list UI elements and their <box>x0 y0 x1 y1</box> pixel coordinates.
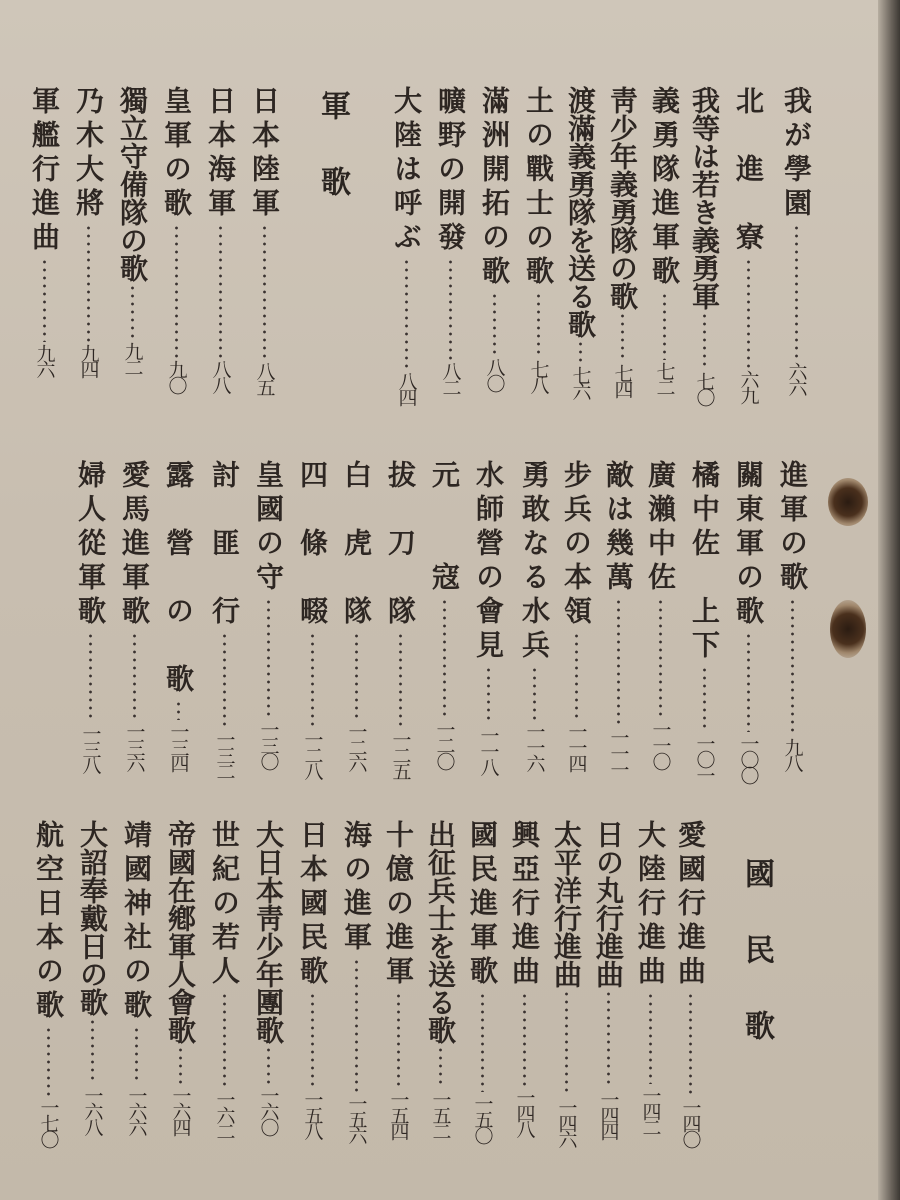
toc-entry[interactable] <box>162 460 195 770</box>
entry-title: 步兵の本領 <box>560 460 593 630</box>
toc-block-top <box>0 86 878 406</box>
toc-entry[interactable] <box>74 460 107 772</box>
entry-page-number: 八八 <box>209 360 232 392</box>
toc-entry[interactable] <box>508 820 541 1136</box>
entry-title: 國民進軍歌 <box>466 820 499 990</box>
entry-page-number: 一四四 <box>597 1090 620 1138</box>
dot-leader <box>791 598 794 736</box>
entry-page-number: 一二五 <box>389 730 412 778</box>
entry-page-number: 一三八 <box>79 724 102 772</box>
entry-page-number: 一五〇 <box>471 1094 494 1142</box>
dot-leader <box>397 992 400 1088</box>
dot-leader <box>405 258 408 370</box>
entry-page-number: 一四二 <box>639 1086 662 1134</box>
entry-title: 海の進軍 <box>340 820 373 956</box>
dot-leader <box>487 666 490 724</box>
entry-page-number: 七二 <box>653 362 676 394</box>
toc-entry[interactable] <box>560 460 593 770</box>
entry-title: 太平洋行進曲 <box>550 820 583 988</box>
entry-title: 靖國神社の歌 <box>120 820 153 1024</box>
entry-title: 水師營の會見 <box>472 460 505 664</box>
toc-entry[interactable] <box>550 820 583 1146</box>
entry-title: 勇敢なる水兵 <box>518 460 551 664</box>
entry-title: 靑少年義勇隊の歌 <box>606 86 639 310</box>
entry-page-number: 一二〇 <box>433 720 456 768</box>
toc-entry[interactable] <box>208 460 241 778</box>
dot-leader <box>481 992 484 1092</box>
entry-page-number: 九二 <box>121 342 144 374</box>
toc-entry[interactable] <box>252 820 285 1134</box>
dot-leader <box>223 992 226 1088</box>
section-heading-kokuminka: 國民歌 <box>739 858 774 1086</box>
entry-page-number: 一一六 <box>523 722 546 770</box>
entry-title: 關東軍の歌 <box>732 460 765 630</box>
toc-entry[interactable] <box>478 86 511 390</box>
toc-entry[interactable] <box>644 460 677 768</box>
dot-leader <box>131 284 134 340</box>
entry-page-number: 一一四 <box>565 722 588 770</box>
entry-title: 世紀の若人 <box>208 820 241 990</box>
entry-title: 大陸は呼ぶ <box>390 86 423 256</box>
toc-entry[interactable] <box>390 86 423 404</box>
entry-page-number: 一二六 <box>345 722 368 770</box>
entry-page-number: 九六 <box>33 344 56 376</box>
entry-title: 帝國在鄕軍人會歌 <box>164 820 197 1044</box>
dot-leader <box>223 632 226 728</box>
toc-entry[interactable] <box>296 460 329 778</box>
toc-entry[interactable] <box>634 820 667 1134</box>
section-heading-gunka: 軍歌 <box>315 90 350 242</box>
dot-leader <box>747 258 750 368</box>
toc-block-middle <box>0 460 878 780</box>
toc-entry[interactable] <box>424 820 457 1138</box>
dot-leader <box>439 1046 442 1088</box>
toc-entry[interactable] <box>428 460 461 768</box>
dot-leader <box>177 700 180 720</box>
dot-leader <box>355 632 358 720</box>
dot-leader <box>179 1046 182 1084</box>
dot-leader <box>175 224 178 358</box>
dot-leader <box>579 340 582 364</box>
entry-page-number: 六九 <box>737 370 760 402</box>
entry-title: 大陸行進曲 <box>634 820 667 990</box>
dot-leader <box>443 598 446 718</box>
dot-leader <box>795 224 798 360</box>
toc-entry[interactable] <box>118 460 151 770</box>
entry-page-number: 一三六 <box>123 722 146 770</box>
toc-entry[interactable] <box>732 460 765 782</box>
dot-leader <box>537 292 540 358</box>
toc-entry[interactable] <box>472 460 505 774</box>
entry-title: 討 匪 行 <box>208 460 241 630</box>
toc-entry[interactable] <box>564 86 597 398</box>
toc-block-bottom <box>0 820 878 1160</box>
dot-leader <box>565 990 568 1096</box>
entry-title: 婦人從軍歌 <box>74 460 107 630</box>
entry-page-number: 一五六 <box>345 1094 368 1142</box>
dot-leader <box>311 632 314 728</box>
entry-title: 日本國民歌 <box>296 820 329 990</box>
toc-entry[interactable] <box>116 86 149 374</box>
dot-leader <box>703 312 706 370</box>
dot-leader <box>621 312 624 362</box>
entry-page-number: 八〇 <box>483 358 506 390</box>
dot-leader <box>649 992 652 1084</box>
entry-title: 大日本靑少年團歌 <box>252 820 285 1044</box>
dot-leader <box>87 224 90 342</box>
toc-entry[interactable] <box>466 820 499 1142</box>
toc-entry[interactable] <box>204 86 237 392</box>
toc-entry[interactable] <box>688 86 721 404</box>
toc-entry[interactable] <box>434 86 467 394</box>
entry-title: 日本海軍 <box>204 86 237 222</box>
toc-entry[interactable] <box>602 460 635 776</box>
entry-title: 大詔奉戴日の歌 <box>76 820 109 1016</box>
dot-leader <box>399 632 402 728</box>
dot-leader <box>689 992 692 1096</box>
dot-leader <box>47 1026 50 1096</box>
entry-page-number: 九四 <box>77 344 100 376</box>
toc-entry[interactable] <box>384 460 417 778</box>
entry-page-number: 一五四 <box>387 1090 410 1138</box>
toc-entry[interactable] <box>160 86 193 392</box>
entry-page-number: 一六四 <box>169 1086 192 1134</box>
toc-entry[interactable] <box>28 86 61 376</box>
dot-leader <box>575 632 578 720</box>
entry-title: 我が學園 <box>780 86 813 222</box>
toc-entry[interactable] <box>674 820 707 1146</box>
dot-leader <box>449 258 452 360</box>
entry-page-number: 一四六 <box>555 1098 578 1146</box>
entry-title: 我等は若き義勇軍 <box>688 86 721 310</box>
entry-page-number: 一六八 <box>81 1086 104 1134</box>
entry-title: 曠野の開發 <box>434 86 467 256</box>
entry-page-number: 一三二 <box>213 730 236 778</box>
entry-page-number: 九〇 <box>165 360 188 392</box>
toc-entry[interactable] <box>780 86 813 394</box>
toc-entry[interactable] <box>248 86 281 394</box>
dot-leader <box>219 224 222 358</box>
entry-page-number: 一一〇 <box>649 720 672 768</box>
entry-page-number: 一一八 <box>477 726 500 774</box>
entry-title: 乃木大將 <box>72 86 105 222</box>
entry-page-number: 一一一 <box>607 728 630 776</box>
entry-title: 皇軍の歌 <box>160 86 193 222</box>
dot-leader <box>89 632 92 722</box>
entry-title: 土の戰士の歌 <box>522 86 555 290</box>
entry-page-number: 一七〇 <box>37 1098 60 1146</box>
entry-page-number: 一〇〇 <box>737 734 760 782</box>
book-spine-edge <box>878 0 900 1200</box>
entry-title: 義勇隊進軍歌 <box>648 86 681 290</box>
dot-leader <box>617 598 620 726</box>
toc-entry[interactable] <box>688 460 721 782</box>
entry-title: 日本陸軍 <box>248 86 281 222</box>
entry-title: 拔 刀 隊 <box>384 460 417 630</box>
entry-title: 軍艦行進曲 <box>28 86 61 256</box>
toc-entry[interactable] <box>252 460 285 768</box>
entry-page-number: 一四八 <box>513 1088 536 1136</box>
entry-page-number: 九八 <box>781 738 804 770</box>
entry-title: 元 寇 <box>428 460 461 596</box>
dot-leader <box>91 1018 94 1084</box>
dot-leader <box>533 666 536 720</box>
dot-leader <box>747 632 750 732</box>
toc-entry[interactable] <box>606 86 639 396</box>
entry-title: 皇國の守 <box>252 460 285 596</box>
entry-page-number: 一五八 <box>301 1090 324 1138</box>
entry-title: 白 虎 隊 <box>340 460 373 630</box>
entry-page-number: 一五二 <box>429 1090 452 1138</box>
toc-entry[interactable] <box>732 86 765 402</box>
entry-page-number: 六六 <box>785 362 808 394</box>
dot-leader <box>493 292 496 356</box>
dot-leader <box>133 632 136 720</box>
entry-title: 出征兵士を送る歌 <box>424 820 457 1044</box>
toc-entry[interactable] <box>648 86 681 394</box>
dot-leader <box>43 258 46 342</box>
entry-page-number: 一六二 <box>213 1090 236 1138</box>
toc-entry[interactable] <box>776 460 809 770</box>
entry-page-number: 一〇一 <box>693 734 716 782</box>
entry-title: 橘中佐 上下 <box>688 460 721 664</box>
dot-leader <box>663 292 666 360</box>
entry-page-number: 八五 <box>253 362 276 394</box>
toc-entry[interactable] <box>72 86 105 376</box>
entry-page-number: 一二八 <box>301 730 324 778</box>
entry-title: 獨立守備隊の歌 <box>116 86 149 282</box>
entry-title: 滿洲開拓の歌 <box>478 86 511 290</box>
dot-leader <box>607 990 610 1088</box>
entry-title: 渡滿義勇隊を送る歌 <box>564 86 597 338</box>
dot-leader <box>355 958 358 1092</box>
toc-entry[interactable] <box>518 460 551 770</box>
toc-entry[interactable] <box>120 820 153 1134</box>
dot-leader <box>267 598 270 718</box>
dot-leader <box>659 598 662 718</box>
entry-title: 十億の進軍 <box>382 820 415 990</box>
entry-title: 北 進 寮 <box>732 86 765 256</box>
entry-title: 露 營 の 歌 <box>162 460 195 698</box>
entry-title: 航空日本の歌 <box>32 820 65 1024</box>
toc-entry[interactable] <box>32 820 65 1146</box>
entry-title: 愛馬進軍歌 <box>118 460 151 630</box>
entry-page-number: 一三〇 <box>257 720 280 768</box>
dot-leader <box>263 224 266 360</box>
toc-entry[interactable] <box>164 820 197 1134</box>
entry-page-number: 七〇 <box>693 372 716 404</box>
entry-page-number: 八四 <box>395 372 418 404</box>
toc-entry[interactable] <box>592 820 625 1138</box>
entry-page-number: 七八 <box>527 360 550 392</box>
entry-title: 敵は幾萬 <box>602 460 635 596</box>
entry-page-number: 七四 <box>611 364 634 396</box>
toc-entry[interactable] <box>382 820 415 1138</box>
entry-title: 日の丸行進曲 <box>592 820 625 988</box>
dot-leader <box>523 992 526 1086</box>
toc-entry[interactable] <box>340 460 373 770</box>
entry-page-number: 八二 <box>439 362 462 394</box>
entry-title: 廣瀨中佐 <box>644 460 677 596</box>
entry-title: 興亞行進曲 <box>508 820 541 990</box>
toc-entry[interactable] <box>522 86 555 392</box>
entry-page-number: 一四〇 <box>679 1098 702 1146</box>
entry-title: 四 條 畷 <box>296 460 329 630</box>
entry-page-number: 一三四 <box>167 722 190 770</box>
entry-title: 進軍の歌 <box>776 460 809 596</box>
dot-leader <box>703 666 706 732</box>
entry-title: 愛國行進曲 <box>674 820 707 990</box>
toc-entry[interactable] <box>208 820 241 1138</box>
entry-page-number: 一六六 <box>125 1086 148 1134</box>
dot-leader <box>135 1026 138 1084</box>
dot-leader <box>311 992 314 1088</box>
toc-entry[interactable] <box>296 820 329 1138</box>
toc-entry[interactable] <box>76 820 109 1134</box>
entry-page-number: 一六〇 <box>257 1086 280 1134</box>
entry-page-number: 七六 <box>569 366 592 398</box>
toc-entry[interactable] <box>340 820 373 1142</box>
dot-leader <box>267 1046 270 1084</box>
